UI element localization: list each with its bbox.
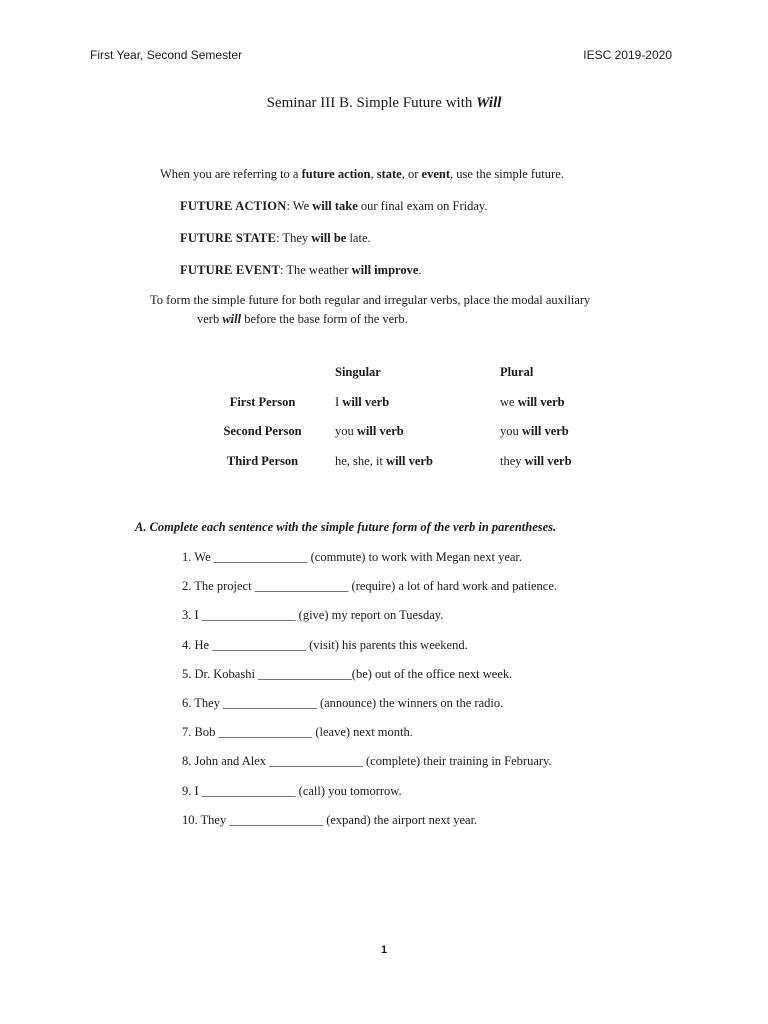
header-course: First Year, Second Semester: [90, 48, 243, 62]
example-text: : The weather: [279, 263, 352, 277]
singular-form: [335, 447, 500, 477]
intro-bold-state: state: [376, 167, 402, 181]
list-item: 6. They _______________ (announce) the winners on the radio.: [182, 695, 504, 710]
person-label: First Person: [229, 394, 296, 409]
example-rest: late.: [346, 231, 371, 245]
header-institution-year: IESC 2019-2020: [583, 48, 672, 62]
header-singular: Singular: [335, 365, 381, 380]
singular-form: [335, 417, 500, 447]
list-item: 9. I _______________ (call) you tomorrow.: [182, 783, 402, 798]
title-main: Seminar III B. Simple Future with: [266, 95, 477, 111]
table-row: [190, 388, 620, 418]
pronoun: he, she, it: [335, 453, 387, 468]
person-label: Third Person: [226, 453, 299, 468]
example-label: FUTURE ACTION: [180, 199, 287, 213]
example-text: : We: [286, 199, 313, 213]
list-item: 7. Bob _______________ (leave) next month.: [182, 725, 413, 740]
page-title: [0, 95, 768, 112]
page-number: 1: [380, 944, 388, 956]
example-label: FUTURE STATE: [180, 231, 277, 245]
intro-text-1: When you are referring to a: [160, 167, 302, 181]
table-row: [190, 417, 620, 447]
pronoun: you: [335, 424, 357, 439]
intro-text-2: ,: [370, 167, 377, 181]
example-rest: .: [418, 263, 422, 277]
example-rest: our final exam on Friday.: [357, 199, 488, 213]
list-item: 8. John and Alex _______________ (complete) their training in February.: [182, 754, 552, 769]
verb-form: will verb: [524, 453, 572, 468]
table-row: [190, 447, 620, 477]
example-label: FUTURE EVENT: [180, 263, 280, 277]
example-bold-verb: will be: [311, 231, 347, 245]
rule-text: verb: [197, 312, 223, 326]
verb-form: will verb: [386, 453, 433, 468]
verb-form: will verb: [517, 394, 565, 409]
intro-bold-action: future action: [301, 167, 371, 181]
verb-form: will verb: [356, 424, 404, 439]
example-bold-verb: will improve: [351, 263, 419, 277]
example-future-state: [180, 231, 371, 246]
verb-form: will verb: [342, 394, 390, 409]
pronoun: they: [500, 453, 525, 468]
singular-form: [335, 388, 500, 418]
plural-form: [500, 417, 620, 447]
pronoun: you: [500, 424, 522, 439]
rule-text-end: before the base form of the verb.: [241, 312, 408, 326]
intro-bold-event: event: [421, 167, 450, 181]
intro-text-3: , or: [401, 167, 422, 181]
rule-modal-will: will: [222, 312, 242, 326]
intro-text-4: , use the simple future.: [450, 167, 564, 181]
plural-form: [500, 388, 620, 418]
list-item: 5. Dr. Kobashi _______________(be) out of the office next week.: [182, 666, 513, 681]
conjugation-header-row: [190, 358, 620, 388]
exercise-heading: A. Complete each sentence with the simple future form of the verb in parentheses.: [135, 520, 557, 534]
intro-paragraph: [160, 167, 564, 182]
example-future-event: [180, 263, 422, 278]
pronoun: I: [335, 394, 343, 409]
rule-line-1: To form the simple future for both regular and irregular verbs, place the modal auxiliary: [150, 293, 591, 307]
rule-line-2: [197, 312, 408, 327]
plural-form: [500, 447, 620, 477]
conjugation-table: [190, 358, 620, 476]
person-label: Second Person: [223, 424, 302, 439]
title-emphasis: Will: [476, 95, 502, 111]
header-plural: Plural: [500, 365, 534, 380]
list-item: 3. I _______________ (give) my report on Tuesday.: [182, 608, 444, 623]
conjugation-corner: [190, 358, 335, 388]
list-item: 10. They _______________ (expand) the airport next year.: [182, 812, 478, 827]
example-future-action: [180, 199, 487, 214]
example-bold-verb: will take: [312, 199, 358, 213]
example-text: : They: [276, 231, 312, 245]
list-item: 2. The project _______________ (require) a lot of hard work and patience.: [182, 579, 557, 594]
exercise-list: [182, 548, 557, 840]
verb-form: will verb: [521, 424, 569, 439]
list-item: 1. We _______________ (commute) to work with Megan next year.: [182, 550, 523, 564]
list-item: 4. He _______________ (visit) his parents this weekend.: [182, 637, 468, 652]
pronoun: we: [500, 394, 518, 409]
